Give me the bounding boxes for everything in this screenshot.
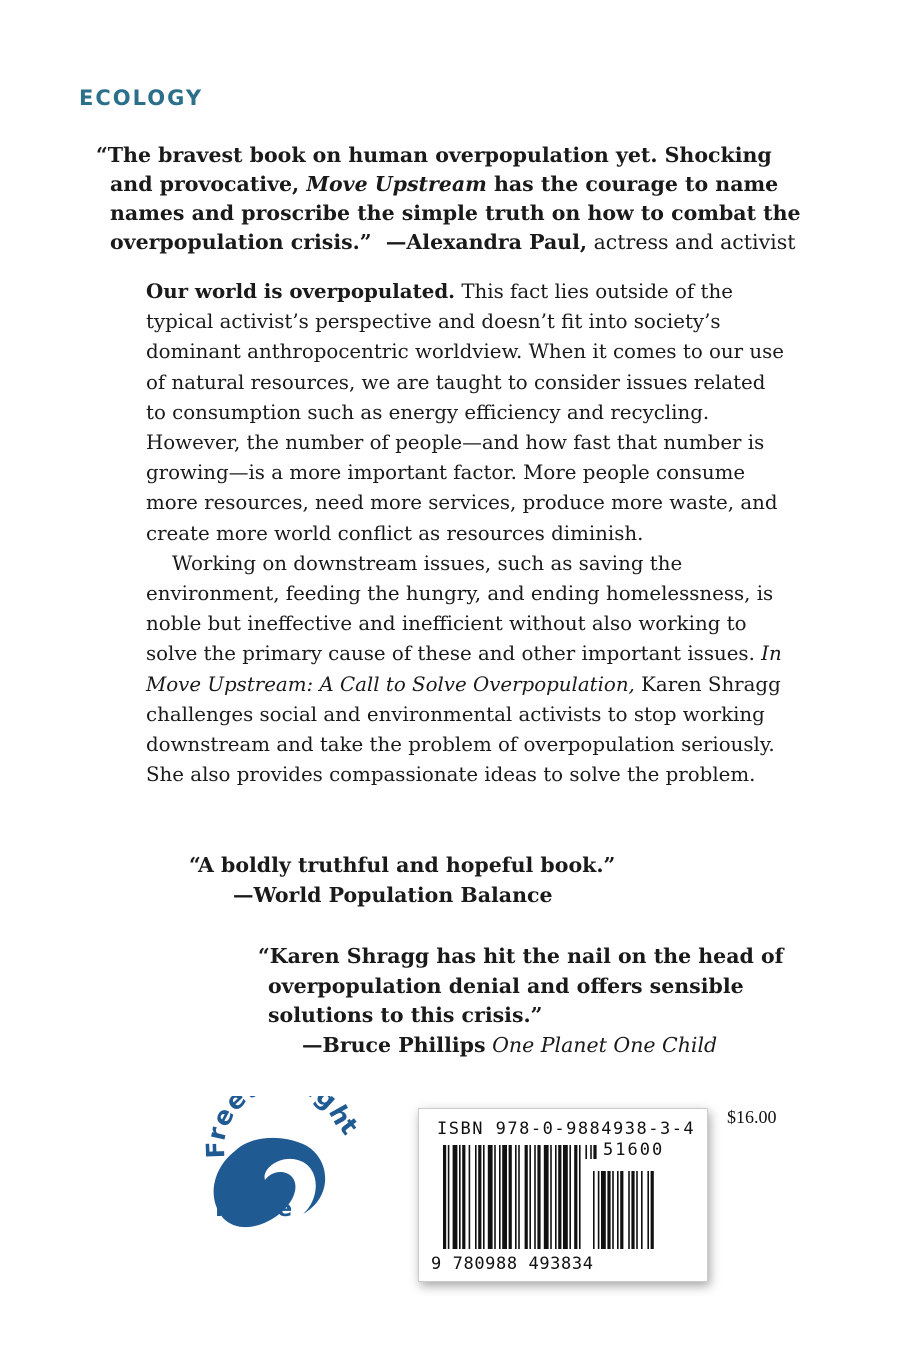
barcode-bar (558, 1145, 561, 1249)
top-blurb-attribution-name: —Alexandra Paul, (385, 230, 588, 254)
barcode-bars (443, 1145, 683, 1255)
top-blurb-rest: has the courage to name names and proscribe the simple truth on how to combat the overpopulation crisis.” (110, 172, 801, 254)
barcode-bar (469, 1145, 471, 1249)
blurb-3-attribution-org: One Planet One Child (485, 1032, 718, 1057)
barcode-bar (544, 1145, 549, 1249)
barcode-bar (488, 1145, 493, 1249)
barcode-bar (453, 1145, 458, 1249)
blurb-world-population-balance (189, 850, 749, 910)
barcode-bar (478, 1145, 481, 1249)
barcode-bar (579, 1145, 581, 1249)
publisher-logo (195, 1096, 370, 1246)
barcode-bar (550, 1145, 552, 1249)
barcode-bar (593, 1171, 595, 1249)
barcode-bar (494, 1145, 496, 1249)
description-para2-end: Karen Shragg challenges social and environmental activists to stop working downstream and take the problem of overpopulation seriously. She also provides compassionate ideas to solve the problem. (146, 672, 781, 787)
barcode-bar (569, 1145, 571, 1249)
barcode-bar (647, 1171, 649, 1249)
barcode-bar (593, 1145, 596, 1159)
barcode-bar (499, 1145, 501, 1249)
blurb-2-attribution: —World Population Balance (233, 883, 553, 907)
barcode-bar (641, 1171, 643, 1249)
description-book-title: In Move Upstream: A Call to Solve Overpopulation, (146, 642, 782, 696)
blurb-2-text: “A boldly truthful and hopeful book.” (189, 853, 616, 877)
logo-house: House (215, 1197, 293, 1222)
barcode-bar (529, 1145, 531, 1249)
barcode-bar (636, 1171, 638, 1249)
barcode-bar (574, 1145, 577, 1249)
price-code-text: 51600 (603, 1140, 665, 1160)
description (146, 276, 786, 790)
barcode-bar (462, 1145, 465, 1249)
barcode-bar (443, 1145, 446, 1249)
barcode-bar (475, 1145, 477, 1249)
barcode-bar (585, 1145, 587, 1159)
description-paragraph-2 (146, 549, 786, 791)
barcode-bar (607, 1171, 610, 1249)
isbn-text: ISBN 978-0-9884938-3-4 (437, 1119, 696, 1139)
top-blurb (96, 141, 816, 257)
barcode-bar (631, 1171, 634, 1249)
barcode-bar (620, 1171, 623, 1249)
blurb-3-attribution (258, 1031, 818, 1061)
category-label: ECOLOGY (79, 86, 204, 110)
description-paragraph-1 (146, 276, 786, 549)
barcode-panel (418, 1108, 708, 1282)
description-lead: Our world is overpopulated. (146, 279, 456, 303)
barcode-bar (612, 1171, 614, 1249)
barcode-bar (448, 1145, 450, 1249)
barcode-bar (628, 1171, 630, 1249)
top-blurb-open: “The bravest book on human overpopulation yet. Shocking and provocative, (96, 143, 772, 196)
barcode-bar (509, 1145, 512, 1249)
description-para1-text: This fact lies outside of the typical activist’s perspective and doesn’t fit into society’s dominant anthropocentric worldview. When it comes to our use of natural resources, we are taught to consider issues related to consumption such as energy efficiency and recycling. However, the number of people—and how fast that number is growing—is a more important factor. More people consume more resources, need more services, produce more waste, and create more world conflict as resources diminish. (146, 280, 785, 545)
ean-number: 9 780988 493834 (431, 1254, 594, 1274)
barcode-bar (555, 1145, 557, 1249)
barcode-bar (459, 1145, 461, 1249)
barcode-bar (515, 1145, 517, 1249)
barcode-bar (537, 1145, 540, 1249)
barcode-bar (534, 1145, 536, 1249)
top-blurb-title: Move Upstream (306, 172, 487, 196)
blurb-3-text: “Karen Shragg has hit the nail on the head of overpopulation denial and offers sensible solutions to this crisis.” (258, 944, 784, 1027)
barcode-bar (518, 1145, 520, 1249)
top-blurb-attribution-role: actress and activist (587, 230, 796, 254)
logo-freethought: Free ght (200, 1096, 365, 1159)
barcode-bar (525, 1145, 528, 1249)
barcode-bar (590, 1145, 592, 1159)
description-para2-start: Working on downstream issues, such as saving the environment, feeding the hungry, and ending homelessness, is noble but ineffective and inefficient without also working to solve the primary cause of these and other important issues. (146, 551, 774, 666)
barcode-bar (502, 1145, 507, 1249)
blurb-3-attribution-name: —Bruce Phillips (302, 1032, 486, 1057)
barcode-bar (601, 1171, 606, 1249)
barcode-bar (651, 1171, 654, 1249)
blurb-bruce-phillips (258, 942, 818, 1060)
barcode-bar (563, 1145, 568, 1249)
barcode-bar (483, 1145, 485, 1249)
barcode-bar (617, 1171, 619, 1249)
barcode-bar (598, 1171, 600, 1249)
price-label: $16.00 (727, 1107, 777, 1127)
